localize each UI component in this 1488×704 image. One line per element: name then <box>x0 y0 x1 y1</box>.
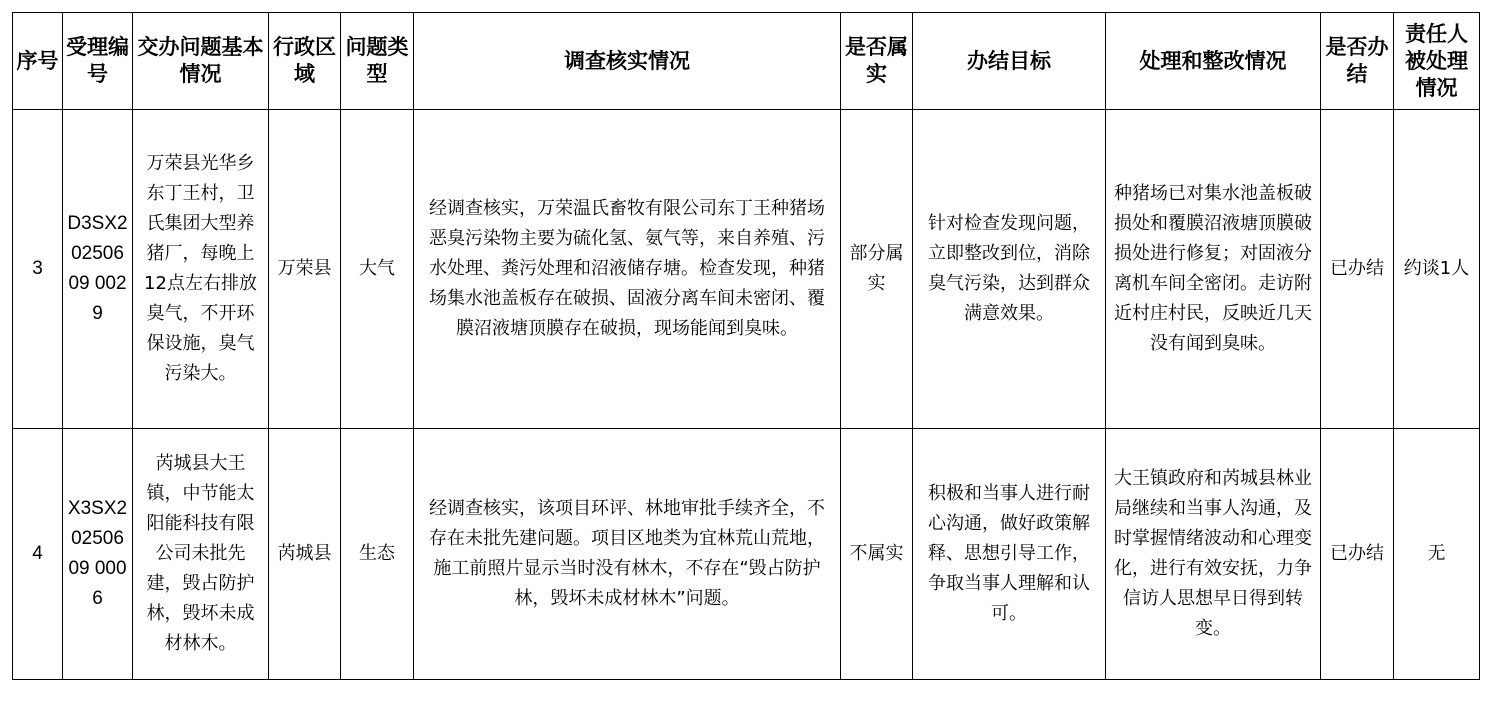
header-row <box>13 13 1480 110</box>
header-is-true: 是否属实 <box>841 13 913 110</box>
cell-goal: 积极和当事人进行耐心沟通，做好政策解释、思想引导工作，争取当事人理解和认可。 <box>913 429 1106 680</box>
cell-goal: 针对检查发现问题，立即整改到位，消除臭气污染，达到群众满意效果。 <box>913 110 1106 429</box>
report-sheet <box>12 12 1480 680</box>
cell-issue-basic: 芮城县大王镇，中节能太阳能科技有限公司未批先建，毁占防护林，毁坏未成材林木。 <box>133 429 269 680</box>
cell-accountability: 约谈1人 <box>1394 110 1480 429</box>
header-issue-type: 问题类型 <box>341 13 414 110</box>
cell-district: 芮城县 <box>269 429 341 680</box>
cell-investigation: 经调查核实，万荣温氏畜牧有限公司东丁王种猪场恶臭污染物主要为硫化氢、氨气等，来自养殖、污水处理、粪污处理和沼液储存塘。检查发现，种猪场集水池盖板存在破损、固液分离车间未密闭、覆膜沼液塘顶膜存在破损，现场能闻到臭味。 <box>414 110 841 429</box>
table-row <box>13 429 1480 680</box>
cell-seq: 4 <box>13 429 63 680</box>
cell-district: 万荣县 <box>269 110 341 429</box>
cell-accountability: 无 <box>1394 429 1480 680</box>
case-table <box>12 12 1480 680</box>
header-seq: 序号 <box>13 13 63 110</box>
header-investigation: 调查核实情况 <box>414 13 841 110</box>
header-goal: 办结目标 <box>913 13 1106 110</box>
cell-handling: 大王镇政府和芮城县林业局继续和当事人沟通，及时掌握情绪波动和心理变化，进行有效安抚，力争信访人思想早日得到转变。 <box>1106 429 1321 680</box>
cell-issue-type: 大气 <box>341 110 414 429</box>
cell-case-no: D3SX20250609 0029 <box>63 110 133 429</box>
cell-closed: 已办结 <box>1321 429 1394 680</box>
table-row <box>13 110 1480 429</box>
header-handling: 处理和整改情况 <box>1106 13 1321 110</box>
cell-closed: 已办结 <box>1321 110 1394 429</box>
header-district: 行政区域 <box>269 13 341 110</box>
cell-is-true: 部分属实 <box>841 110 913 429</box>
cell-is-true: 不属实 <box>841 429 913 680</box>
header-issue-basic: 交办问题基本情况 <box>133 13 269 110</box>
header-case-no: 受理编号 <box>63 13 133 110</box>
cell-case-no: X3SX20250609 0006 <box>63 429 133 680</box>
cell-handling: 种猪场已对集水池盖板破损处和覆膜沼液塘顶膜破损处进行修复；对固液分离机车间全密闭。走访附近村庄村民，反映近几天没有闻到臭味。 <box>1106 110 1321 429</box>
cell-investigation: 经调查核实，该项目环评、林地审批手续齐全，不存在未批先建问题。项目区地类为宜林荒山荒地，施工前照片显示当时没有林木，不存在“毁占防护林，毁坏未成材林木”问题。 <box>414 429 841 680</box>
cell-seq: 3 <box>13 110 63 429</box>
cell-issue-basic: 万荣县光华乡东丁王村，卫氏集团大型养猪厂，每晚上12点左右排放臭气，不开环保设施，臭气污染大。 <box>133 110 269 429</box>
header-accountability: 责任人被处理情况 <box>1394 13 1480 110</box>
header-closed: 是否办结 <box>1321 13 1394 110</box>
cell-issue-type: 生态 <box>341 429 414 680</box>
